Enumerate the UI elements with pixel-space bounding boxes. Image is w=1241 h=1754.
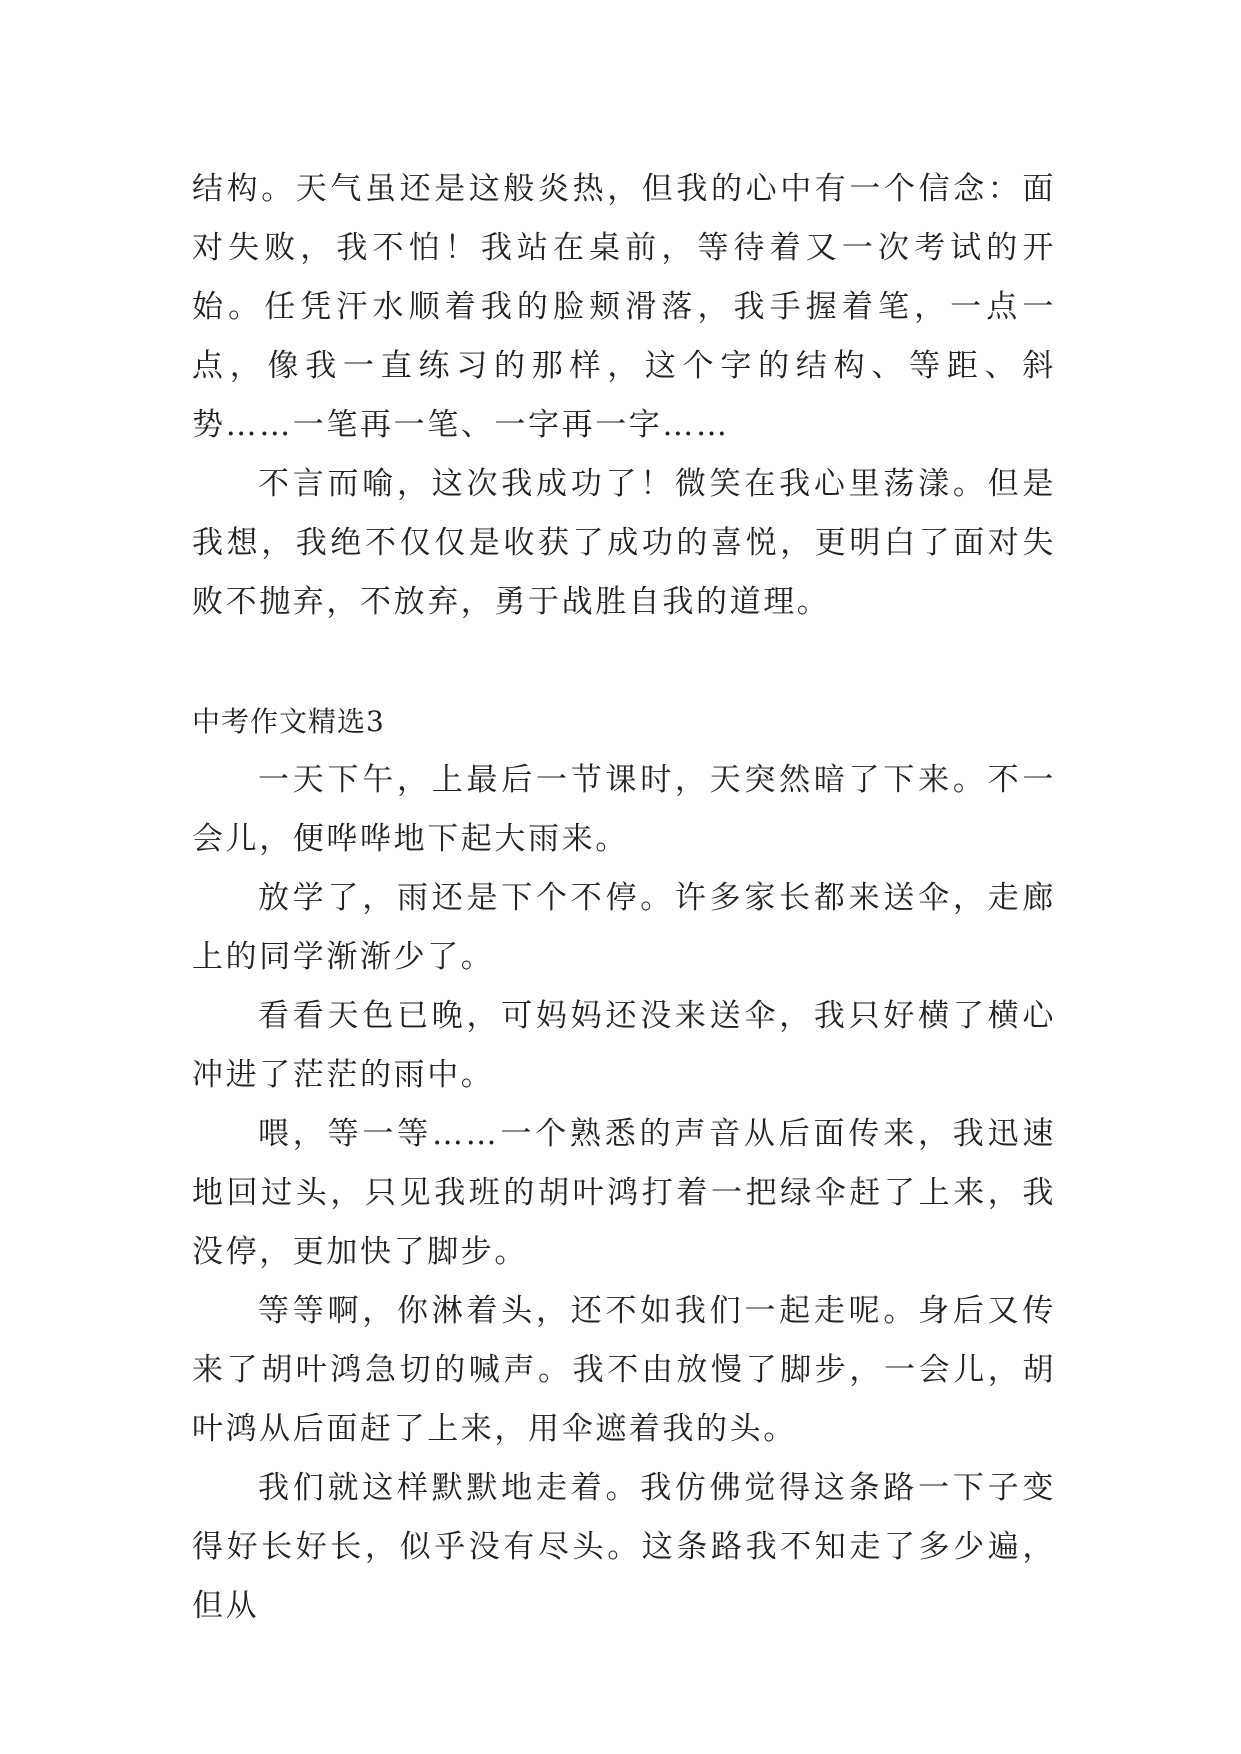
section-gap	[192, 632, 1056, 692]
paragraph: 喂，等一等……一个熟悉的声音从后面传来，我迅速地回过头，只见我班的胡叶鸿打着一把绿伞赶了上来，我没停，更加快了脚步。	[192, 1116, 1056, 1270]
paragraph: 一天下午，上最后一节课时，天突然暗了下来。不一会儿，便哗哗地下起大雨来。	[192, 762, 1056, 857]
paragraph-conclusion: 不言而喻，这次我成功了！微笑在我心里荡漾。但是我想，我绝不仅仅是收获了成功的喜悦，更明白了面对失败不抛弃，不放弃，勇于战胜自我的道理。	[192, 466, 1056, 620]
paragraph-continuation: 结构。天气虽还是这般炎热，但我的心中有一个信念：面对失败，我不怕！我站在桌前，等待着又一次考试的开始。任凭汗水顺着我的脸颊滑落，我手握着笔，一点一点，像我一直练习的那样，这个字的结构、等距、斜势……一笔再一笔、一字再一字……	[192, 171, 1056, 443]
document-body	[192, 160, 1056, 1636]
paragraph: 看看天色已晚，可妈妈还没来送伞，我只好横了横心冲进了茫茫的雨中。	[192, 998, 1056, 1093]
section-title: 中考作文精选3	[192, 705, 385, 738]
paragraph: 等等啊，你淋着头，还不如我们一起走呢。身后又传来了胡叶鸿急切的喊声。我不由放慢了脚步，一会儿，胡叶鸿从后面赶了上来，用伞遮着我的头。	[192, 1293, 1056, 1447]
paragraph: 放学了，雨还是下个不停。许多家长都来送伞，走廊上的同学渐渐少了。	[192, 880, 1056, 975]
paragraph: 我们就这样默默地走着。我仿佛觉得这条路一下子变得好长好长，似乎没有尽头。这条路我不知走了多少遍，但从	[192, 1470, 1056, 1624]
